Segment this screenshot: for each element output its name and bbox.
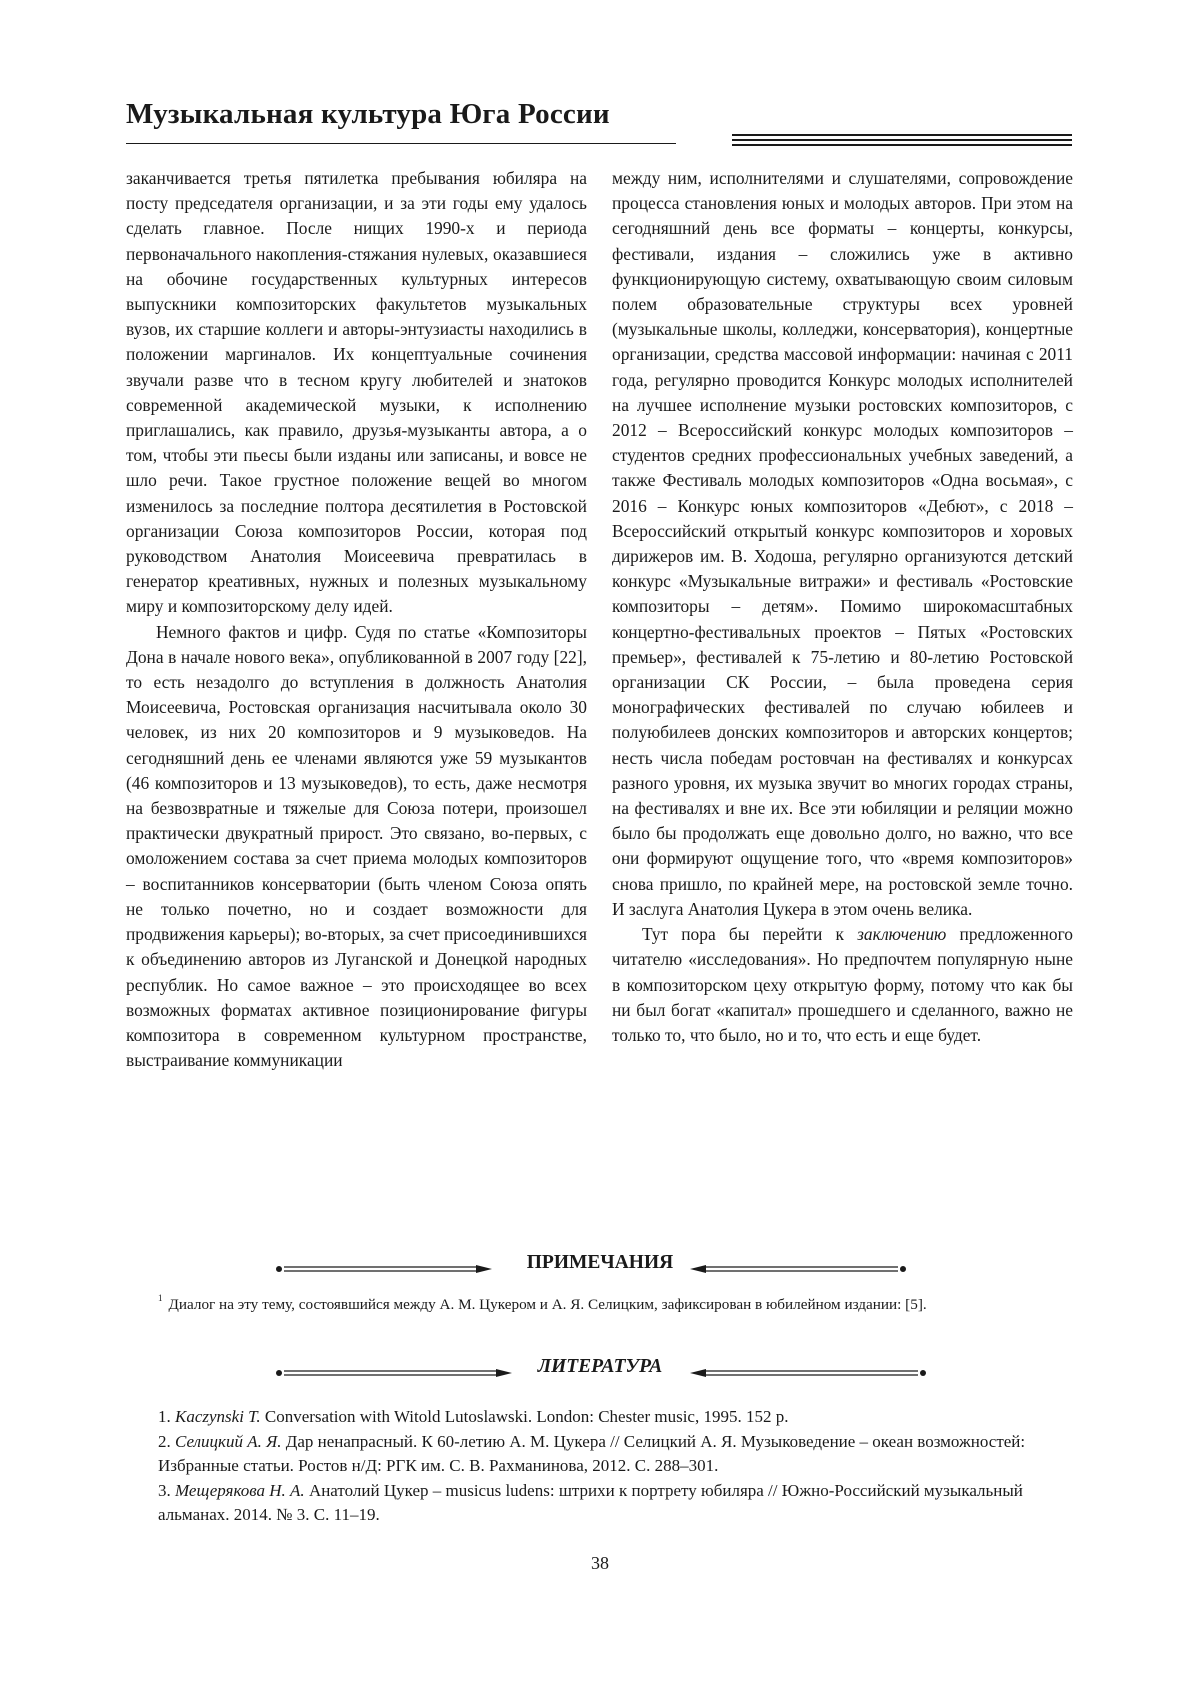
right-ornament	[686, 1262, 906, 1276]
left-column	[126, 166, 587, 1073]
paragraph: между ним, исполнителями и слушателями, сопровождение процесса становления юных и молодых авторов. При этом на сегодняшний день все форматы – концерты, конкурсы, фестивали, издания – сложились уже в активно функционирующую систему, охватывающую своим силовым полем образовательные структуры всех уровней (музыкальные школы, колледжи, консерватория), концертные организации, средства массовой информации: начиная с 2011 года, регулярно проводится Конкурс молодых исполнителей на лучшее исполнение музыки ростовских композиторов, с 2012 – Всероссийский конкурс молодых композиторов – студентов средних профессиональных учебных заведений, а также Фестиваль молодых композиторов «Одна восьмая», с 2016 – Конкурс юных композиторов «Дебют», с 2018 – Всероссийский открытый конкурс композиторов и хоровых дирижеров им. В. Ходоша, регулярно организуются детский конкурс «Музыкальные витражи» и фестиваль «Ростовские композиторы – детям». Помимо широкомасштабных концертно-фестивальных проектов – Пятых «Ростовских премьер», фестивалей к 75-летию и 80-летию Ростовской организации СК России, – была проведена серия монографических фестивалей по случаю юбилеев и полуюбилеев донских композиторов и авторских концертов; несть числа победам ростовчан на фестивалях и конкурсах разного уровня, их музыка звучит во многих городах страны, на фестивалях и вне их. Все эти юбиляции и реляции можно было бы продолжать еще довольно долго, но важно, что все они формируют ощущение того, что «время композиторов» снова пришло, по крайней мере, на ростовской земле точно. И заслуга Анатолия Цукера в этом очень велика.	[612, 168, 1073, 919]
right-ornament	[686, 1366, 926, 1380]
footnote: $^1$ Диалог на эту тему, состоявшийся между А. М. Цукером и А. Я. Селицким, зафиксирован в юбилейном издании: [5].	[158, 1293, 927, 1314]
paragraph: Тут пора бы перейти к заключению предложенного читателю «исследования». Но предпочтем популярную ныне в композиторском цеху открытую форму, потому что как бы ни был богат «капитал» прошедшего и сделанного, важно не только то, что было, но и то, что есть и еще будет.	[612, 924, 1074, 1045]
reference-item: 3. Мещерякова Н. А. Анатолий Цукер – musicus ludens: штрихи к портрету юбиляра // Южно-Российский музыкальный альманах. 2014. № 3. С. 11–19.	[158, 1480, 1023, 1524]
emphasis: заключению	[857, 924, 947, 945]
literature-title: ЛИТЕРАТУРА	[537, 1356, 663, 1377]
reference-list	[158, 1405, 1076, 1528]
header-rule-triple	[732, 139, 1072, 141]
paragraph: Немного фактов и цифр. Судя по статье «Композиторы Дона в начале нового века», опубликованной в 2007 году [22], то есть незадолго до вступления в должность Анатолия Моисеевича, Ростовская организация насчитывала около 30 человек, из них 20 композиторов и 9 музыковедов. На сегодняшний день ее членами являются уже 59 музыкантов (46 композиторов и 13 музыковедов), то есть, даже несмотря на безвозвратные и тяжелые для Союза потери, произошел практически двукратный прирост. Это связано, во-первых, с омоложением состава за счет приема молодых композиторов – воспитанников консерватории (быть членом Союза опять не только почетно, но и создает возможности для продвижения карьеры); во-вторых, за счет присоединившихся к объединению авторов из Луганской и Донецкой народных республик. Но самое важное – это происходящее во всех возможных форматах активное позиционирование фигуры композитора в современном культурном пространстве, выстраивание коммуникации	[126, 621, 587, 1071]
reference-item: 2. Селицкий А. Я. Дар ненапрасный. К 60-летию А. М. Цукера // Селицкий А. Я. Музыковедение – океан возможностей: Избранные статьи. Ростов н/Д: РГК им. С. В. Рахманинова, 2012. С. 288–301.	[158, 1431, 1026, 1475]
header-rule-triple	[732, 134, 1072, 136]
right-column	[612, 166, 1073, 1048]
notes-title: ПРИМЕЧАНИЯ	[526, 1252, 674, 1273]
reference-item: 1. Kaczynski T. Conversation with Witold Lutoslawski. London: Chester music, 1995. 152 p.	[158, 1407, 789, 1426]
header-rule	[126, 143, 676, 144]
paragraph: заканчивается третья пятилетка пребывания юбиляра на посту председателя организации, и за эти годы ему удалось сделать главное. После нищих 1990-х и периода первоначального накопления-стяжания нулевых, оказавшиеся на обочине государственных культурных интересов выпускники композиторских факультетов музыкальных вузов, их старшие коллеги и авторы-энтузиасты находились в положении маргиналов. Их концептуальные сочинения звучали разве что в тесном кругу любителей и знатоков современной академической музыки, к исполнению приглашались, как правило, друзья-музыканты автора, а о том, чтобы эти пьесы были изданы или записаны, и вовсе не шло речи. Такое грустное положение вещей во многом изменилось за последние полтора десятилетия в Ростовской организации Союза композиторов России, которая под руководством Анатолия Моисеевича превратилась в генератор креативных, нужных и полезных музыкальному миру и композиторскому делу идей.	[126, 168, 587, 617]
page-number: 38	[591, 1553, 609, 1573]
footnote-marker: 1	[158, 1293, 163, 1303]
header-rule-triple	[732, 144, 1072, 146]
journal-title: Музыкальная культура Юга России	[126, 98, 610, 130]
